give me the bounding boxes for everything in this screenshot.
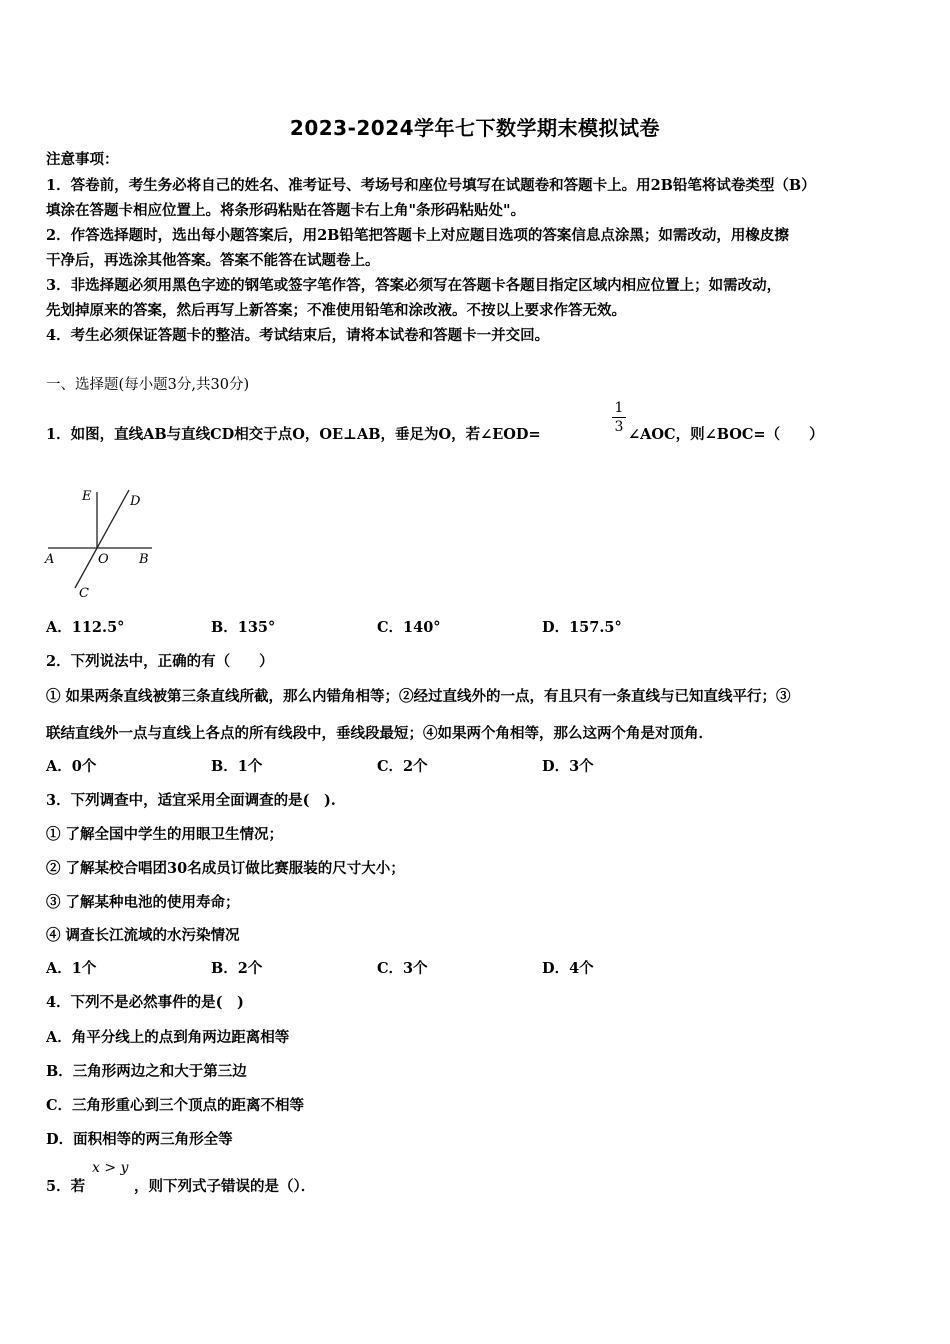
notice-line-4: 干净后，再选涂其他答案。答案不能答在试题卷上。	[46, 252, 380, 269]
label-c: C	[79, 586, 89, 601]
q3-option-a: A．1个	[46, 960, 97, 977]
notice-heading: 注意事项：	[46, 151, 119, 168]
q1-option-b: B．135°	[211, 619, 276, 636]
label-e: E	[82, 489, 92, 504]
q2-option-a: A．0个	[46, 758, 97, 775]
q3-stem: 3．下列调查中，适宜采用全面调查的是( ).	[46, 792, 336, 809]
exam-title: 2023-2024学年七下数学期末模拟试卷	[289, 116, 661, 140]
q1-stem-a: 1．如图，直线AB与直线CD相交于点O，OE⊥AB，垂足为O，若∠EOD=	[46, 426, 541, 443]
q2-body-line-2: 联结直线外一点与直线上各点的所有线段中，垂线段最短；④如果两个角相等，那么这两个角是对顶角．	[46, 725, 713, 742]
q1-figure	[40, 485, 160, 605]
label-a: A	[45, 552, 55, 567]
line-cd	[75, 490, 129, 588]
notice-line-2: 填涂在答题卡相应位置上。将条形码粘贴在答题卡右上角"条形码粘贴处"。	[46, 202, 526, 219]
q3-item-4: ④ 调查长江流域的水污染情况	[46, 927, 240, 944]
q1-fraction-numerator: 1	[614, 400, 624, 416]
q1-fraction-denominator: 3	[614, 419, 624, 435]
q5-condition: x > y	[92, 1160, 129, 1176]
q1-stem-b: ∠AOC，则∠BOC=（ ）	[628, 426, 824, 443]
q2-option-d: D．3个	[542, 758, 594, 775]
q2-body-line-1: ① 如果两条直线被第三条直线所截，那么内错角相等；②经过直线外的一点，有且只有一条直线与已知直线平行；③	[46, 688, 791, 705]
label-d: D	[130, 494, 141, 509]
q5-prefix: 5．若	[46, 1178, 86, 1195]
q2-stem: 2．下列说法中，正确的有（ ）	[46, 653, 274, 670]
notice-line-1: 1．答卷前，考生务必将自己的姓名、准考证号、考场号和座位号填写在试题卷和答题卡上。用2B铅笔将试卷类型（B）	[46, 177, 816, 194]
q4-option-a: A．角平分线上的点到角两边距离相等	[46, 1029, 290, 1046]
notice-line-7: 4．考生必须保证答题卡的整洁。考试结束后，请将本试卷和答题卡一并交回。	[46, 327, 550, 344]
q4-option-d: D．面积相等的两三角形全等	[46, 1131, 233, 1148]
q1-fraction-bar	[612, 417, 626, 418]
q1-option-c: C．140°	[377, 619, 441, 636]
label-o: O	[98, 552, 109, 567]
q1-option-d: D．157.5°	[542, 619, 622, 636]
q3-item-3: ③ 了解某种电池的使用寿命；	[46, 894, 240, 911]
q3-option-d: D．4个	[542, 960, 594, 977]
q3-item-2: ② 了解某校合唱团30名成员订做比赛服装的尺寸大小；	[46, 860, 405, 877]
section-heading: 一、选择题(每小题3分,共30分)	[46, 377, 250, 393]
q3-option-c: C．3个	[377, 960, 428, 977]
notice-line-3: 2．作答选择题时，选出每小题答案后，用2B铅笔把答题卡上对应题目选项的答案信息点涂黑；如需改动，用橡皮擦	[46, 227, 789, 244]
q5-suffix: ，则下列式子错误的是（）．	[134, 1178, 316, 1195]
q4-option-b: B．三角形两边之和大于第三边	[46, 1063, 247, 1080]
q1-fraction	[612, 400, 626, 435]
q2-option-c: C．2个	[377, 758, 428, 775]
q1-option-a: A．112.5°	[46, 619, 125, 636]
q2-option-b: B．1个	[211, 758, 263, 775]
label-b: B	[139, 552, 149, 567]
q4-option-c: C．三角形重心到三个顶点的距离不相等	[46, 1097, 305, 1114]
q4-stem: 4．下列不是必然事件的是( )	[46, 994, 244, 1011]
q3-item-1: ① 了解全国中学生的用眼卫生情况；	[46, 826, 284, 843]
q3-option-b: B．2个	[211, 960, 263, 977]
notice-line-6: 先划掉原来的答案，然后再写上新答案；不准使用铅笔和涂改液。不按以上要求作答无效。	[46, 302, 626, 319]
notice-line-5: 3．非选择题必须用黑色字迹的钢笔或签字笔作答，答案必须写在答题卡各题目指定区域内相应位置上；如需改动，	[46, 277, 782, 294]
